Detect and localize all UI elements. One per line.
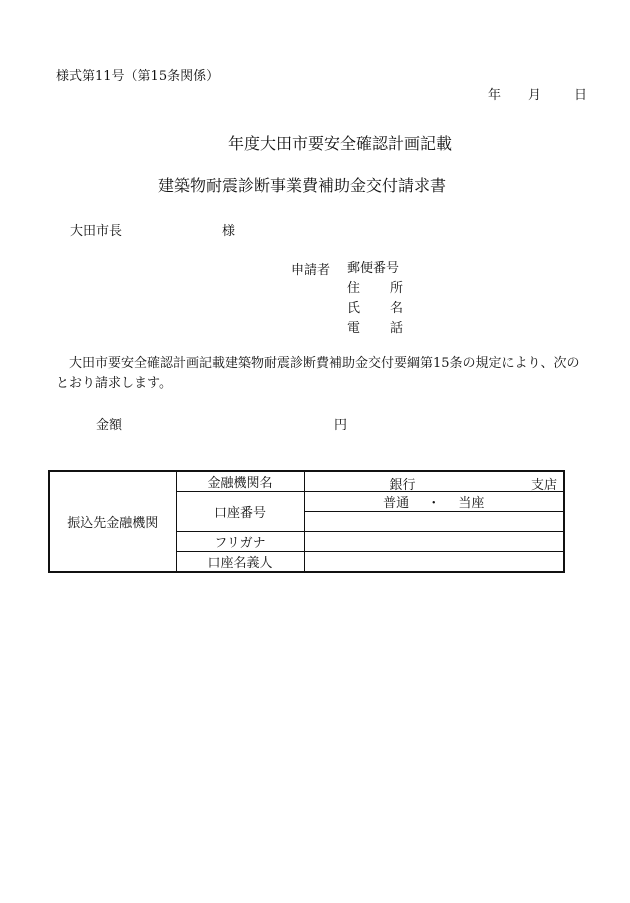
bank-suffix: 銀行 [389, 478, 416, 493]
date-day-label: 日 [574, 88, 588, 103]
phone-label: 電話 [347, 321, 403, 336]
account-number-label: 口座番号 [176, 492, 304, 532]
applicant-label: 申請者 [291, 263, 331, 278]
date-year-label: 年 [488, 88, 502, 103]
amount-unit: 円 [334, 418, 348, 433]
address-label: 住所 [347, 281, 403, 296]
furigana-field[interactable] [304, 532, 564, 552]
account-type-separator: ・ [427, 496, 441, 511]
document-title-line2: 建築物耐震診断事業費補助金交付請求書 [158, 176, 447, 195]
branch-suffix: 支店 [530, 478, 557, 493]
account-type-ordinary: 普通 [383, 496, 410, 511]
bank-transfer-table [48, 470, 565, 573]
account-type-field[interactable] [304, 492, 564, 512]
addressee-honorific: 様 [222, 224, 236, 239]
postal-code-label: 郵便番号 [347, 261, 400, 276]
name-label: 氏名 [347, 301, 403, 316]
amount-label: 金額 [96, 418, 123, 433]
applicant-fields [347, 259, 403, 339]
institution-field[interactable] [304, 471, 564, 492]
date-line [488, 84, 587, 103]
furigana-label: フリガナ [176, 532, 304, 552]
addressee [70, 220, 236, 239]
form-number: 様式第11号（第15条関係） [56, 69, 220, 84]
bank-section-label: 振込先金融機関 [49, 471, 176, 572]
date-month-label: 月 [528, 88, 542, 103]
account-type-current: 当座 [458, 496, 485, 511]
addressee-name: 大田市長 [70, 224, 123, 239]
account-holder-field[interactable] [304, 552, 564, 573]
institution-label: 金融機関名 [176, 471, 304, 492]
document-title-line1: 年度大田市要安全確認計画記載 [228, 134, 453, 153]
account-holder-label: 口座名義人 [176, 552, 304, 573]
request-body-text: 大田市要安全確認計画記載建築物耐震診断費補助金交付要綱第15条の規定により、次のとおり請求します。 [56, 356, 580, 391]
account-number-field[interactable] [304, 512, 564, 532]
